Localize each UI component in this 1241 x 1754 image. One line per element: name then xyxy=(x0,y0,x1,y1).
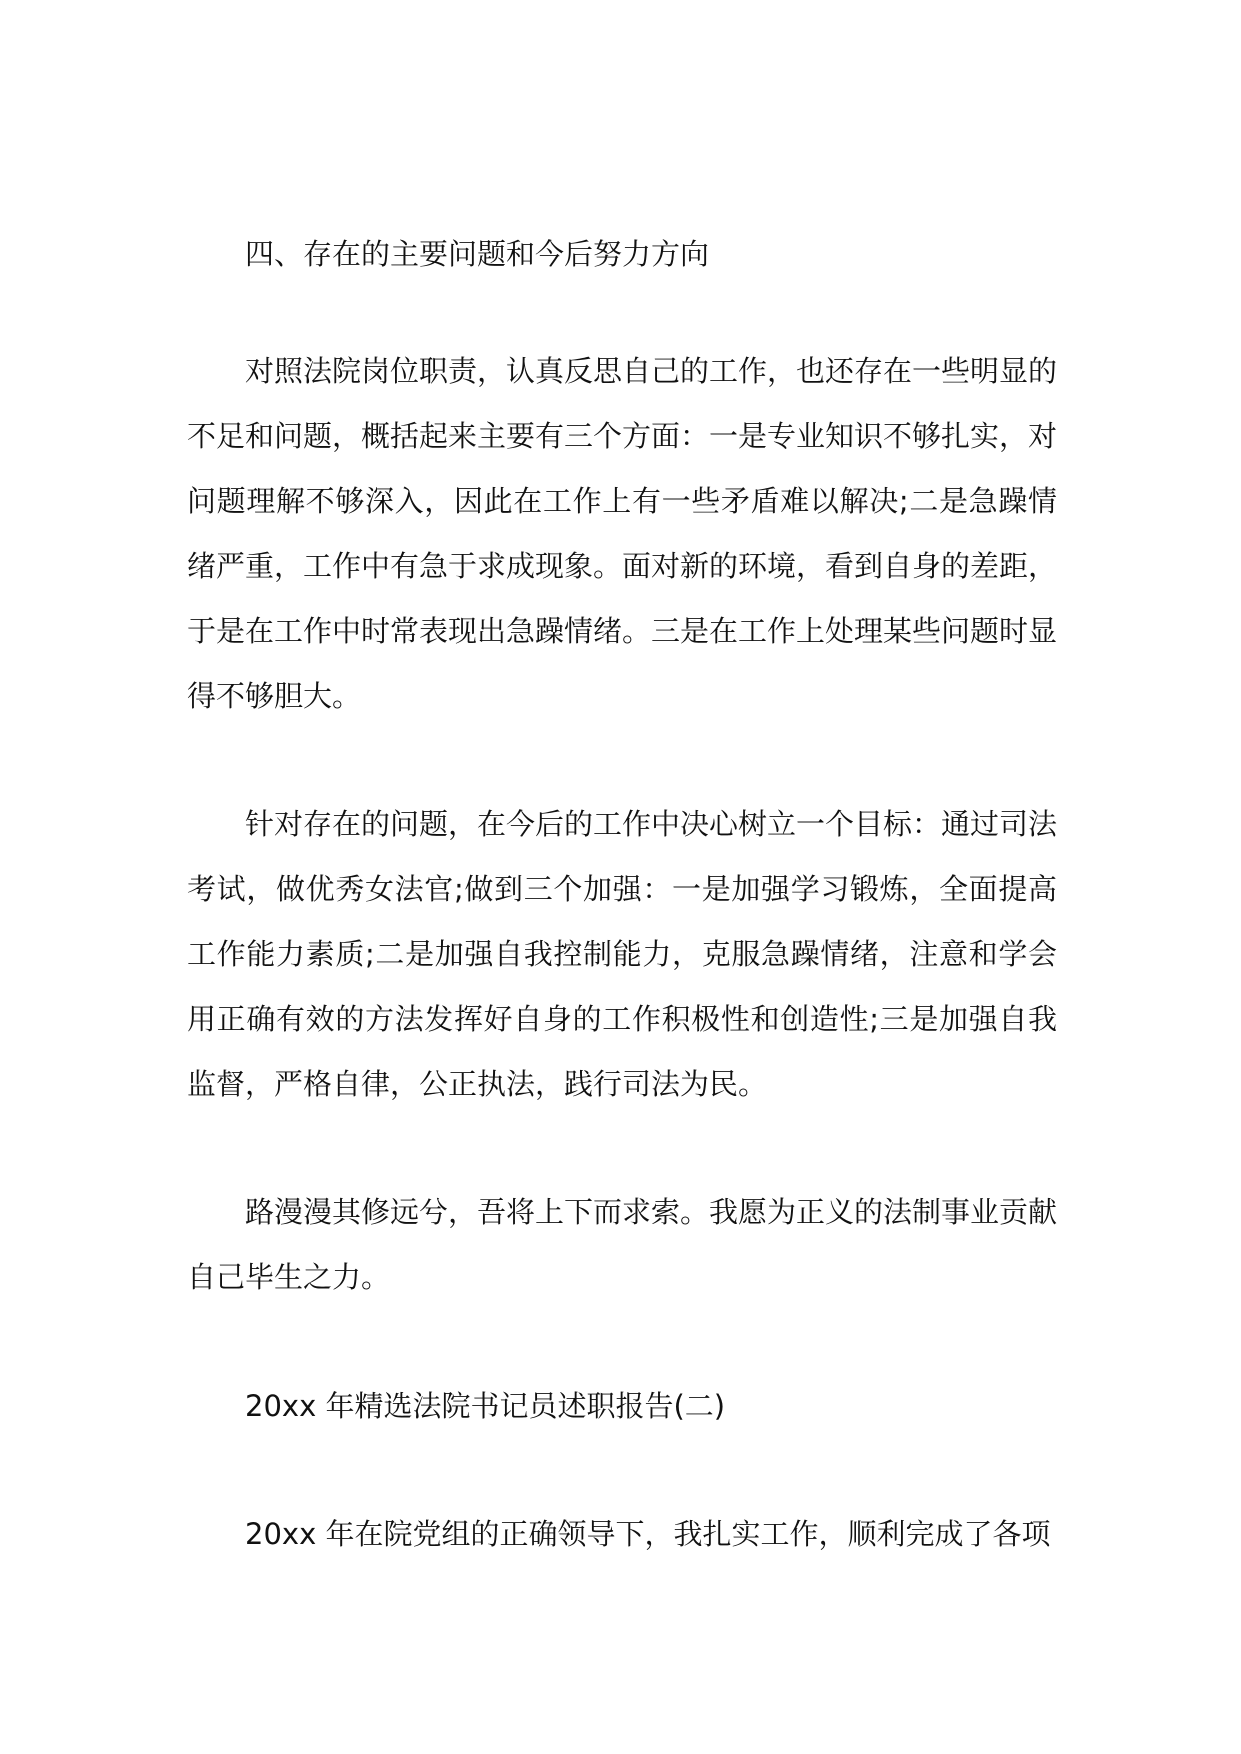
report-two-title: 20xx 年精选法院书记员述职报告(二) xyxy=(245,1389,726,1423)
section-heading-four: 四、存在的主要问题和今后努力方向 xyxy=(245,237,710,271)
paragraph-problems: 对照法院岗位职责，认真反思自己的工作，也还存在一些明显的不足和问题，概括起来主要有三个方面：一是专业知识不够扎实，对问题理解不够深入，因此在工作上有一些矛盾难以解决;二是急躁情绪严重，工作中有急于求成现象。面对新的环境，看到自身的差距，于是在工作中时常表现出急躁情绪。三是在工作上处理某些问题时显得不够胆大。 xyxy=(187,354,1058,713)
paragraph-closing: 路漫漫其修远兮，吾将上下而求索。我愿为正义的法制事业贡献自己毕生之力。 xyxy=(187,1195,1058,1294)
paragraph-goals: 针对存在的问题，在今后的工作中决心树立一个目标：通过司法考试，做优秀女法官;做到三个加强：一是加强学习锻炼，全面提高工作能力素质;二是加强自我控制能力，克服急躁情绪，注意和学会用正确有效的方法发挥好自身的工作积极性和创造性;三是加强自我监督，严格自律，公正执法，践行司法为民。 xyxy=(187,807,1058,1101)
document-body xyxy=(187,222,1057,1567)
paragraph-report-two-intro: 20xx 年在院党组的正确领导下，我扎实工作，顺利完成了各项 xyxy=(245,1517,1051,1551)
